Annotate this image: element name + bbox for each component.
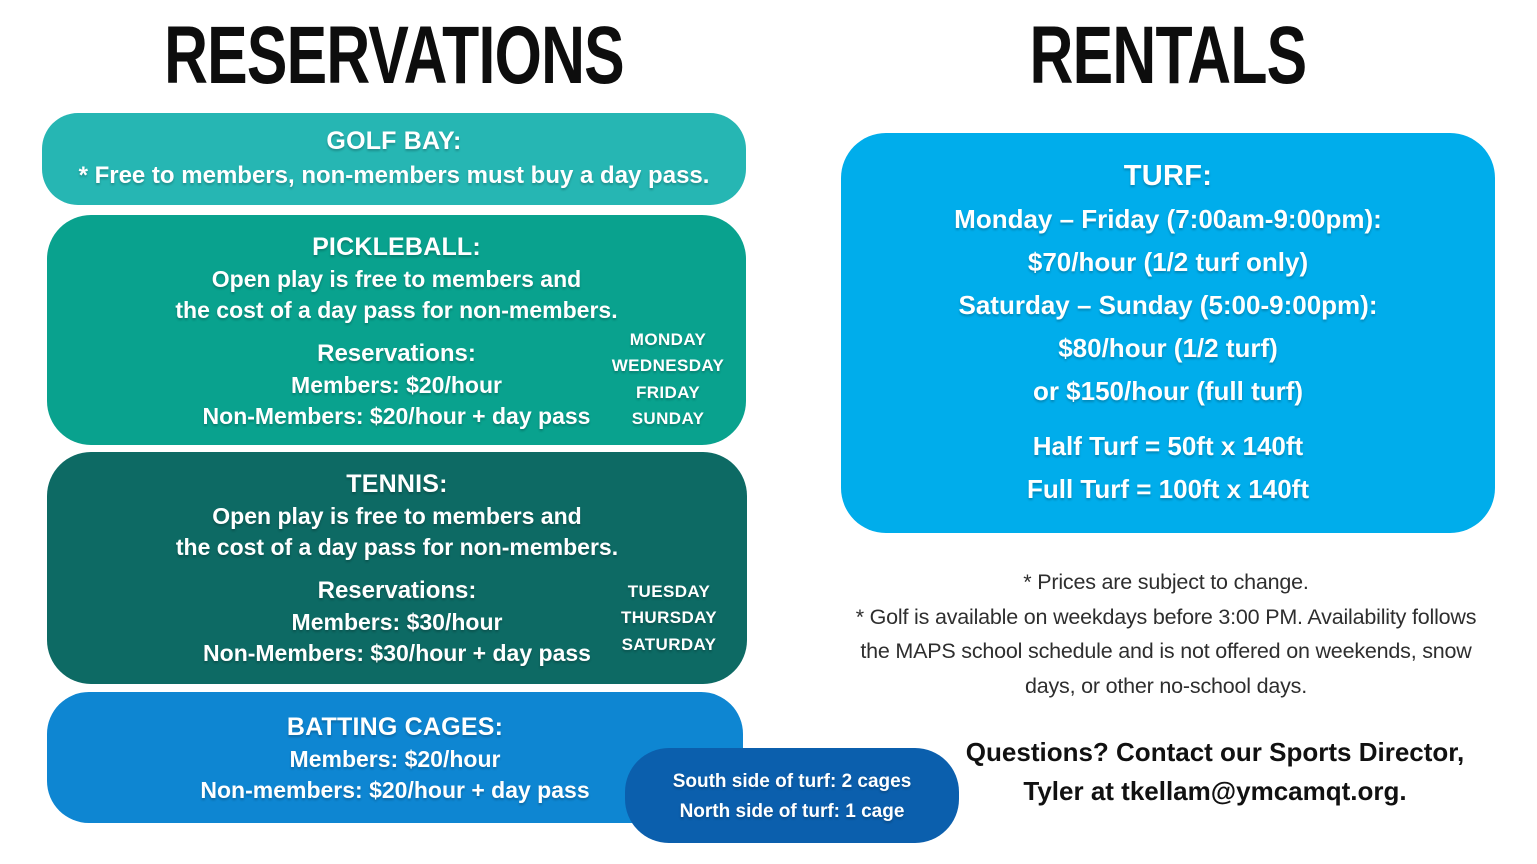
pickleball-card (47, 215, 746, 445)
footnote-prices: * Prices are subject to change. (1023, 570, 1309, 594)
pickleball-day: SUNDAY (631, 408, 705, 428)
rentals-title: RENTALS (1029, 10, 1307, 101)
cages-location-note-card (625, 748, 959, 843)
batting-cages-heading: BATTING CAGES: (286, 713, 504, 741)
tennis-day: TUESDAY (627, 582, 711, 601)
golf-bay-card (42, 113, 746, 205)
turf-rental-card (841, 133, 1495, 533)
turf-weekend-full-rate: or $150/hour (full turf) (1032, 376, 1304, 406)
pickleball-open-play-line-1: Open play is free to members and (211, 266, 582, 292)
footnote-golf-line-2: the MAPS school schedule and is not offered on weekends, snow (860, 639, 1472, 663)
footnote-golf-line-1: * Golf is available on weekdays before 3:00 PM. Availability follows (855, 604, 1477, 629)
turf-heading: TURF: (1123, 160, 1213, 192)
pickleball-heading: PICKLEBALL: (312, 233, 481, 261)
turf-weekend-half-rate: $80/hour (1/2 turf) (1058, 333, 1278, 363)
turf-dimensions (841, 425, 1495, 511)
footnote-golf-line-3: days, or other no-school days. (1024, 673, 1307, 698)
golf-bay-note: * Free to members, non-members must buy a day pass. (78, 162, 710, 189)
turf-half-dimension: Half Turf = 50ft x 140ft (1032, 431, 1304, 461)
tennis-members-rate: Members: $30/hour (291, 609, 503, 635)
contact-question-line: Questions? Contact our Sports Director, (965, 737, 1465, 767)
tennis-open-play-line-2: the cost of a day pass for non-members. (175, 534, 619, 560)
pickleball-day: MONDAY (629, 330, 707, 349)
cages-north-note: North side of turf: 1 cage (679, 800, 905, 822)
cages-south-note: South side of turf: 2 cages (672, 771, 912, 792)
tennis-day: SATURDAY (621, 634, 717, 654)
pickleball-non-members-rate: Non-Members: $20/hour + day pass (202, 403, 591, 429)
pickleball-days-list (598, 327, 738, 432)
tennis-card (47, 452, 747, 684)
reservations-title: RESERVATIONS (164, 10, 624, 101)
pickleball-reservations-label: Reservations: (317, 340, 476, 367)
golf-bay-heading: GOLF BAY: (326, 127, 462, 155)
turf-pricing (841, 198, 1495, 413)
tennis-non-members-rate: Non-Members: $30/hour + day pass (203, 640, 591, 666)
tennis-day: THURSDAY (620, 608, 718, 628)
contact-email-line: Tyler at tkellam@ymcamqt.org. (1023, 776, 1407, 806)
turf-full-dimension: Full Turf = 100ft x 140ft (1027, 474, 1309, 504)
tennis-heading: TENNIS: (346, 470, 448, 498)
pickleball-members-rate: Members: $20/hour (291, 372, 502, 398)
turf-weekday-rate: $70/hour (1/2 turf only) (1027, 247, 1309, 277)
pickleball-day: WEDNESDAY (611, 356, 725, 376)
pickleball-day: FRIDAY (635, 382, 701, 402)
tennis-days-list (599, 579, 739, 658)
pickleball-open-play-line-2: the cost of a day pass for non-members. (175, 297, 618, 323)
batting-members-rate: Members: $20/hour (289, 746, 501, 772)
footnotes (810, 565, 1522, 703)
turf-weekday-hours: Monday – Friday (7:00am-9:00pm): (954, 204, 1382, 234)
batting-non-members-rate: Non-members: $20/hour + day pass (200, 777, 590, 803)
contact-block (935, 733, 1495, 811)
tennis-open-play-line-1: Open play is free to members and (212, 503, 582, 529)
tennis-reservations-label: Reservations: (317, 577, 477, 604)
turf-weekend-hours: Saturday – Sunday (5:00-9:00pm): (958, 290, 1378, 320)
